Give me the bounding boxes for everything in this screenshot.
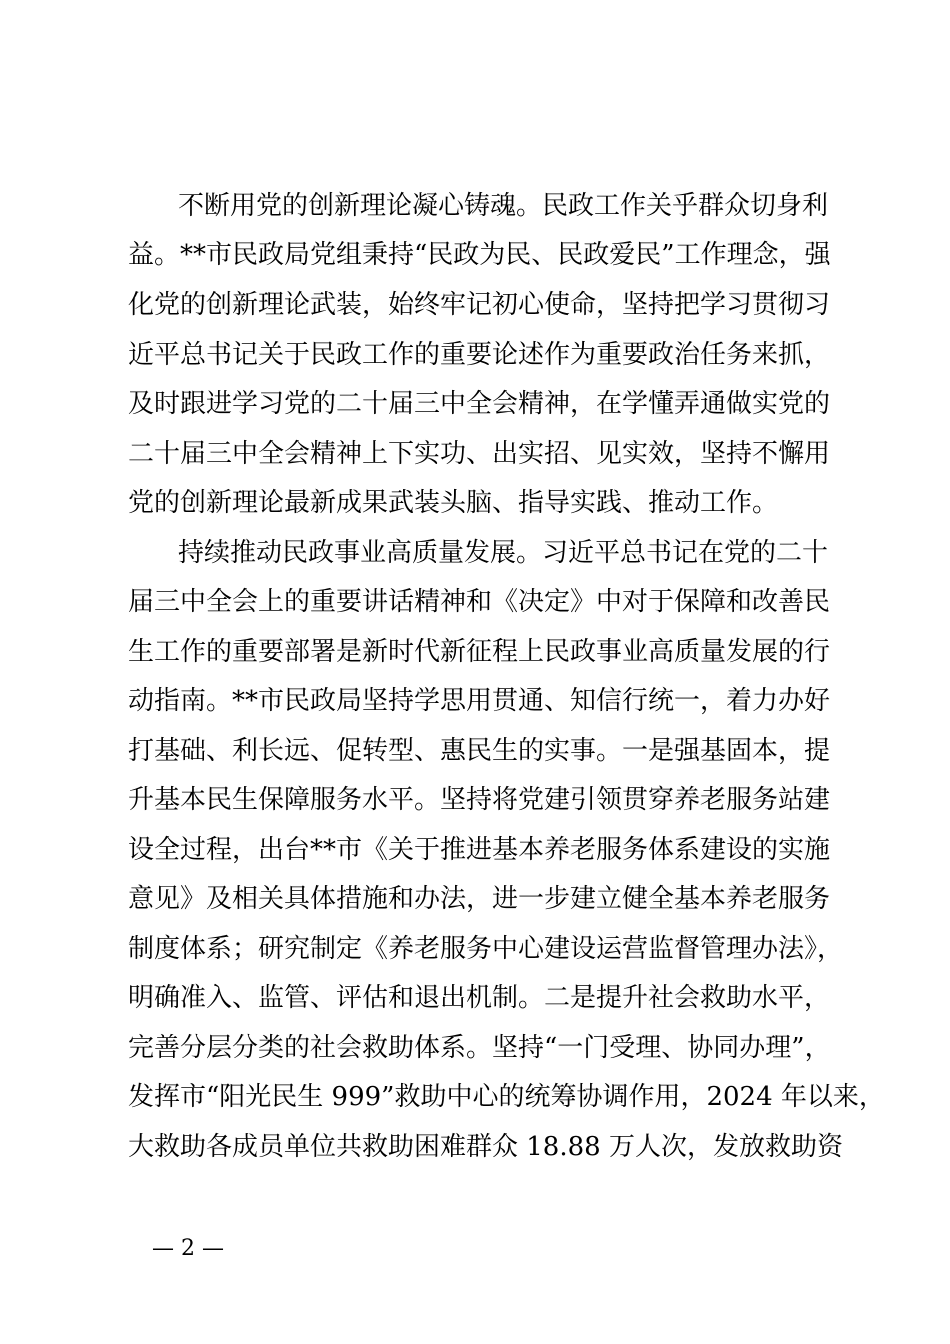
paragraph-line: 届三中全会上的重要讲话精神和《决定》中对于保障和改善民 bbox=[128, 587, 831, 617]
paragraph-line: 生工作的重要部署是新时代新征程上民政事业高质量发展的行 bbox=[128, 637, 831, 667]
paragraph-line: 意见》及相关具体措施和办法，进一步建立健全基本养老服务 bbox=[128, 884, 831, 914]
paragraph-line: 发挥市“阳光民生 999”救助中心的统筹协调作用，2024 年以来， bbox=[128, 1082, 885, 1112]
paragraph-line: 二十届三中全会精神上下实功、出实招、见实效，坚持不懈用 bbox=[128, 439, 831, 469]
paragraph-line: 党的创新理论最新成果武装头脑、指导实践、推动工作。 bbox=[128, 488, 779, 518]
paragraph-line: 打基础、利长远、促转型、惠民生的实事。一是强基固本，提 bbox=[128, 736, 831, 766]
paragraph-line: 制度体系；研究制定《养老服务中心建设运营监督管理办法》， bbox=[128, 934, 844, 964]
paragraph-line: 及时跟进学习党的二十届三中全会精神，在学懂弄通做实党的 bbox=[128, 389, 831, 419]
paragraph-line: 益。**市民政局党组秉持“民政为民、民政爱民”工作理念，强 bbox=[128, 240, 831, 270]
paragraph-line: 动指南。**市民政局坚持学思用贯通、知信行统一，着力办好 bbox=[128, 686, 831, 716]
paragraph-line: 不断用党的创新理论凝心铸魂。民政工作关乎群众切身利 bbox=[178, 191, 829, 221]
page-number: — 2 — bbox=[152, 1236, 224, 1261]
paragraph-line: 完善分层分类的社会救助体系。坚持“一门受理、协同办理”， bbox=[128, 1033, 831, 1063]
paragraph-line: 升基本民生保障服务水平。坚持将党建引领贯穿养老服务站建 bbox=[128, 785, 831, 815]
paragraph-line: 明确准入、监管、评估和退出机制。二是提升社会救助水平， bbox=[128, 983, 831, 1013]
paragraph-line: 持续推动民政事业高质量发展。习近平总书记在党的二十 bbox=[178, 538, 829, 568]
paragraph-line: 化党的创新理论武装，始终牢记初心使命，坚持把学习贯彻习 bbox=[128, 290, 831, 320]
paragraph-line: 近平总书记关于民政工作的重要论述作为重要政治任务来抓， bbox=[128, 340, 831, 370]
paragraph-line: 大救助各成员单位共救助困难群众 18.88 万人次，发放救助资 bbox=[128, 1132, 843, 1162]
paragraph-line: 设全过程，出台**市《关于推进基本养老服务体系建设的实施 bbox=[128, 835, 831, 865]
